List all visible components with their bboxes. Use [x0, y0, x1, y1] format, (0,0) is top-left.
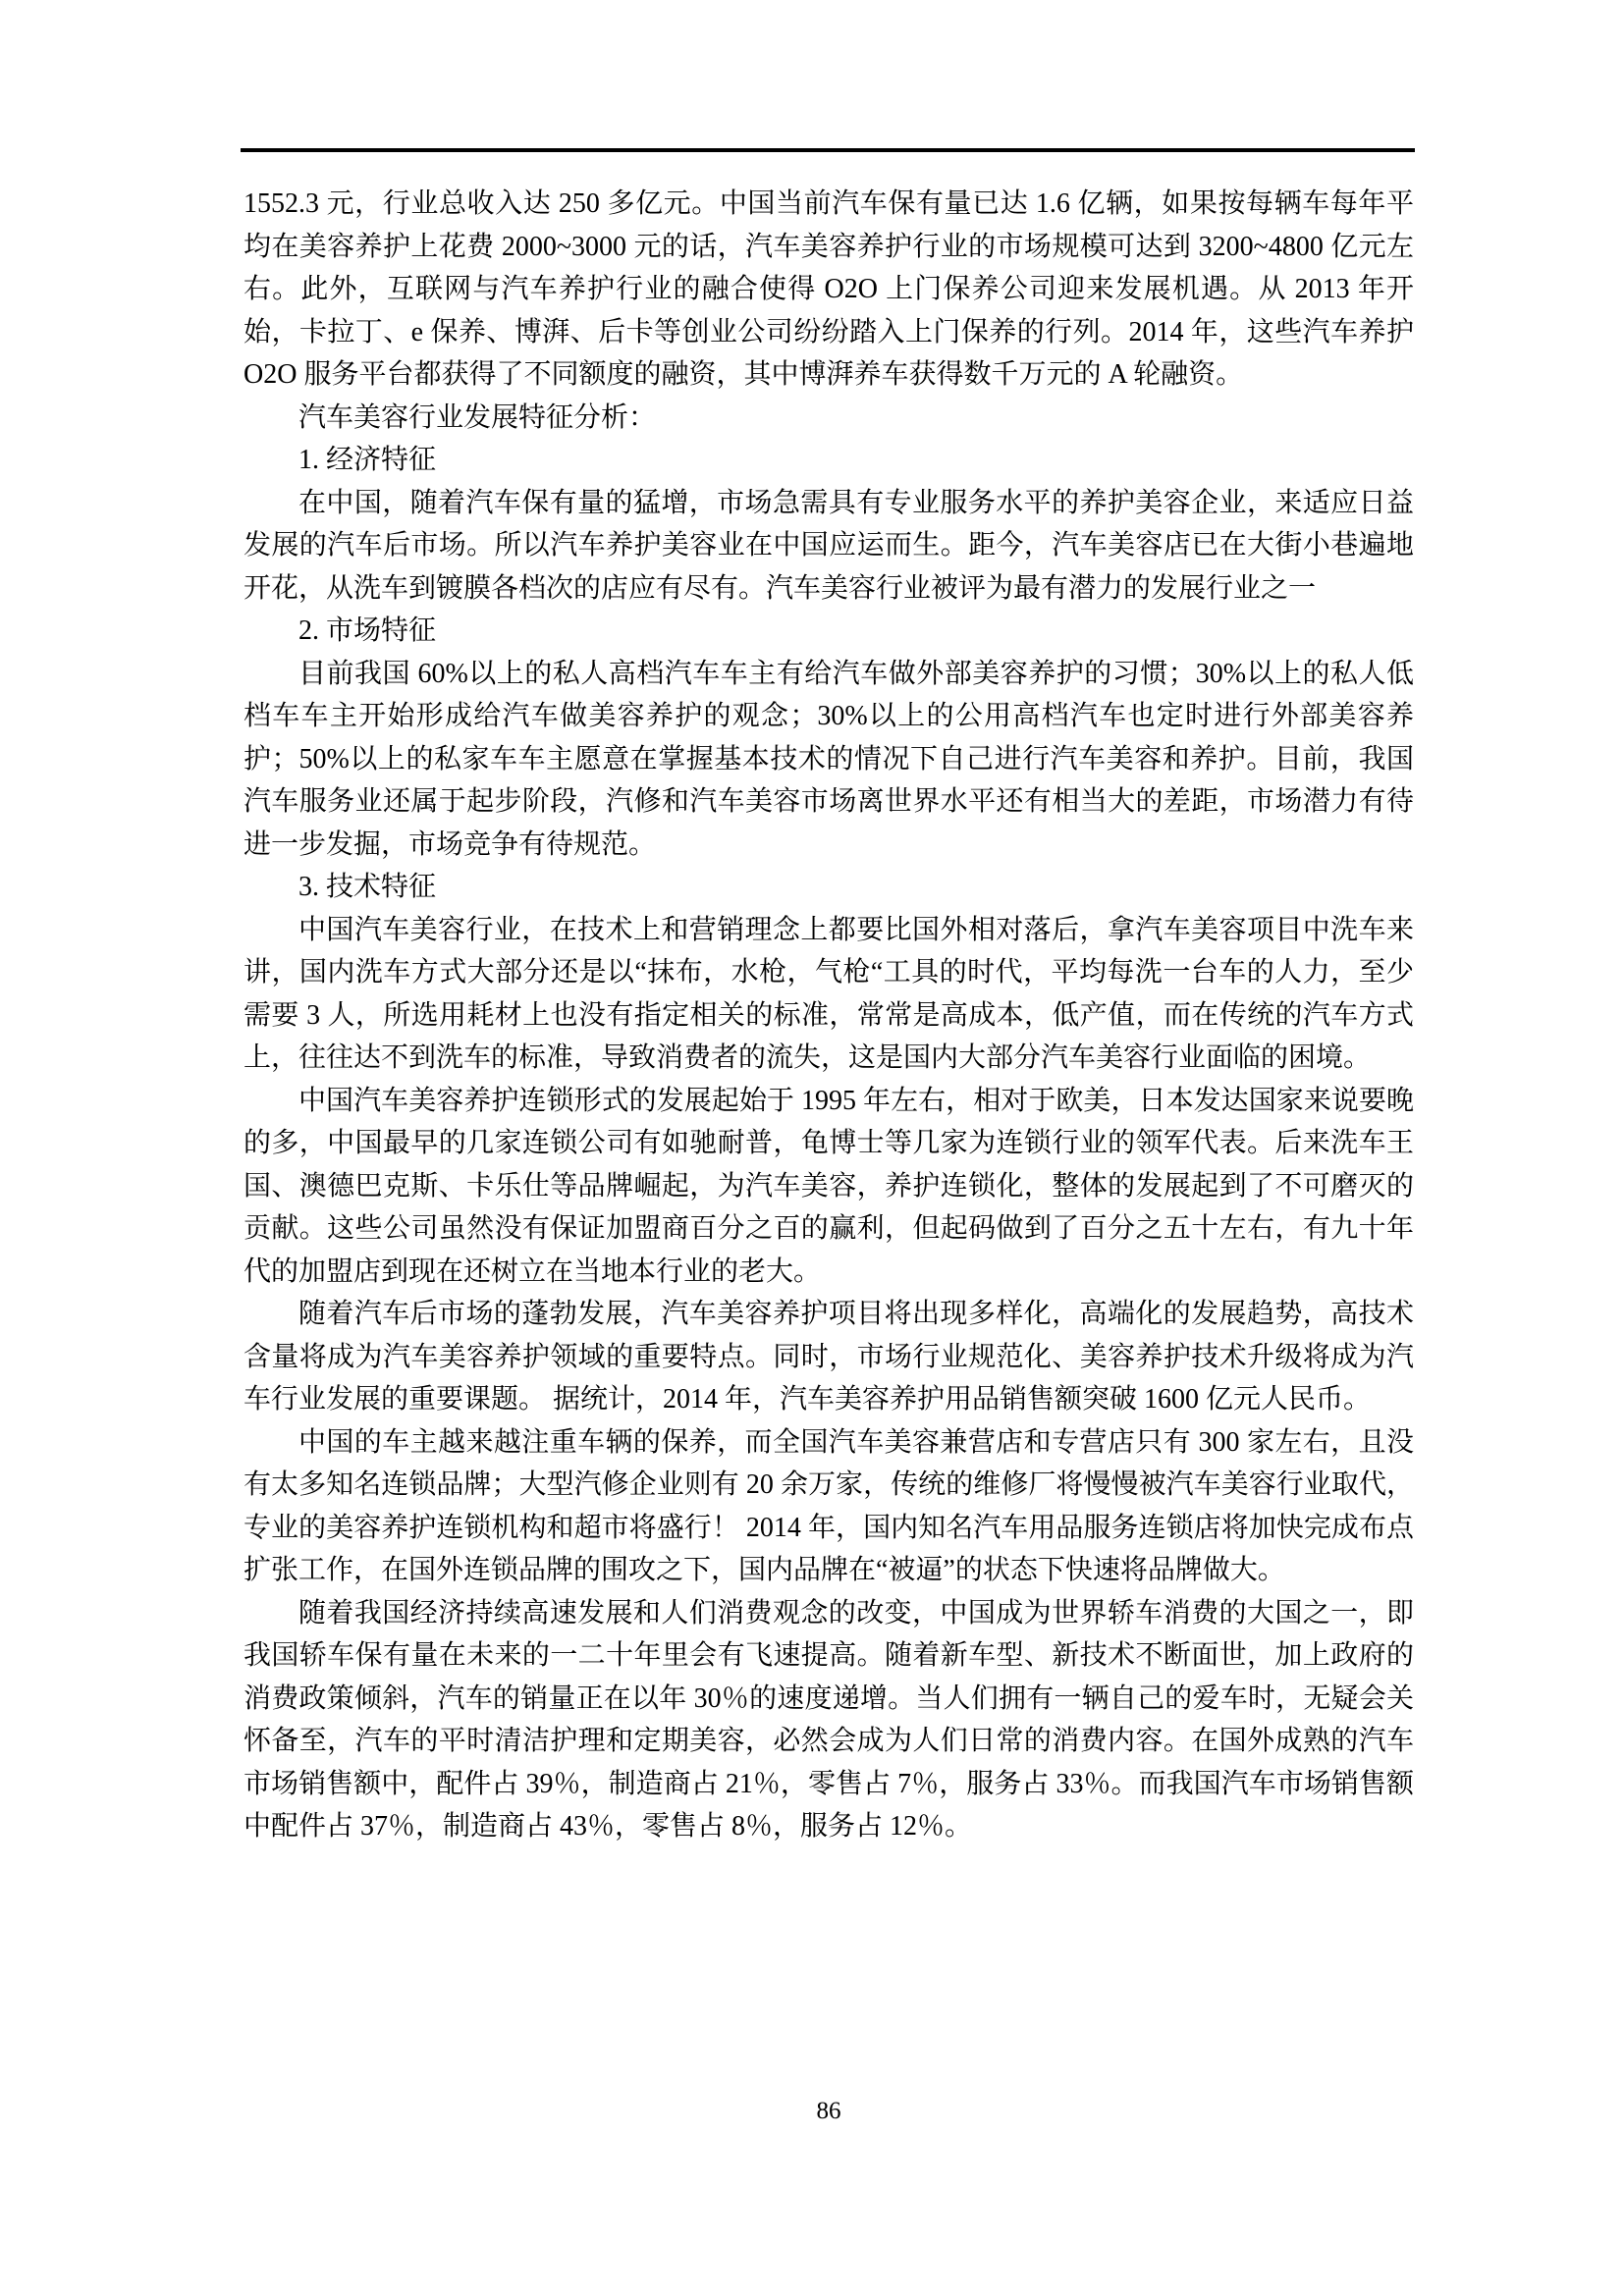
paragraph-owner-care: 中国的车主越来越注重车辆的保养，而全国汽车美容兼营店和专营店只有 300 家左右，且没有太多知名连锁品牌；大型汽修企业则有 20 余万家，传统的维修厂将慢慢被汽车美容行业取代，专业的美容养护连锁机构和超市将盛行！ 2014 年，国内知名汽车用品服务连锁店将加快完成布点扩张工作，在国外连锁品牌的围攻之下，国内品牌在“被逼”的状态下快速将品牌做大。: [244, 1426, 1414, 1585]
paragraph-economy-growth: 随着我国经济持续高速发展和人们消费观念的改变，中国成为世界轿车消费的大国之一，即我国轿车保有量在未来的一二十年里会有飞速提高。随着新车型、新技术不断面世，加上政府的消费政策倾斜，汽车的销量正在以年 30％的速度递增。当人们拥有一辆自己的爱车时，无疑会关怀备至，汽车的平时清洁护理和定期美容，必然会成为人们日常的消费内容。在国外成熟的汽车市场销售额中，配件占 39％，制造商占 21％，零售占 7％，服务占 33％。而我国汽车市场销售额中配件占 37％，制造商占 43％，零售占 8％，服务占 12％。: [244, 1597, 1414, 1842]
heading-economic-feature: 1. 经济特征: [298, 445, 437, 475]
paragraph-market-feature: 目前我国 60%以上的私人高档汽车车主有给汽车做外部美容养护的习惯；30%以上的私人低档车车主开始形成给汽车做美容养护的观念；30%以上的公用高档汽车也定时进行外部美容养护；50%以上的私家车车主愿意在掌握基本技术的情况下自己进行汽车美容和养护。目前，我国汽车服务业还属于起步阶段，汽修和汽车美容市场离世界水平还有相当大的差距，市场潜力有待进一步发掘，市场竞争有待规范。: [244, 658, 1414, 860]
paragraph-aftermarket-trend: 随着汽车后市场的蓬勃发展，汽车美容养护项目将出现多样化，高端化的发展趋势，高技术含量将成为汽车美容养护领域的重要特点。同时，市场行业规范化、美容养护技术升级将成为汽车行业发展的重要课题。 据统计，2014 年，汽车美容养护用品销售额突破 1600 亿元人民币。: [244, 1299, 1414, 1415]
paragraph-economic-feature: 在中国，随着汽车保有量的猛增，市场急需具有专业服务水平的养护美容企业，来适应日益发展的汽车后市场。所以汽车养护美容业在中国应运而生。距今，汽车美容店已在大街小巷遍地开花，从洗车到镀膜各档次的店应有尽有。汽车美容行业被评为最有潜力的发展行业之一: [244, 487, 1414, 604]
paragraph-analysis-intro: 汽车美容行业发展特征分析：: [298, 401, 657, 433]
body-text: [244, 183, 1414, 1848]
heading-technical-feature: 3. 技术特征: [298, 872, 437, 902]
page-number: 86: [816, 2098, 841, 2124]
paragraph-chain-history: 中国汽车美容养护连锁形式的发展起始于 1995 年左右，相对于欧美，日本发达国家来说要晚的多，中国最早的几家连锁公司有如驰耐普，龟博士等几家为连锁行业的领军代表。后来洗车王国、澳德巴克斯、卡乐仕等品牌崛起，为汽车美容，养护连锁化，整体的发展起到了不可磨灭的贡献。这些公司虽然没有保证加盟商百分之百的赢利，但起码做到了百分之五十左右，有九十年代的加盟店到现在还树立在当地本行业的老大。: [244, 1085, 1414, 1287]
heading-market-feature: 2. 市场特征: [298, 615, 437, 646]
header-rule: [241, 148, 1415, 152]
paragraph-continuation: 1552.3 元，行业总收入达 250 多亿元。中国当前汽车保有量已达 1.6 亿辆，如果按每辆车每年平均在美容养护上花费 2000~3000 元的话，汽车美容养护行业的市场规模可达到 3200~4800 亿元左右。此外，互联网与汽车养护行业的融合使得 O2O 上门保养公司迎来发展机遇。从 2013 年开始，卡拉丁、e 保养、博湃、后卡等创业公司纷纷踏入上门保养的行列。2014 年，这些汽车养护 O2O 服务平台都获得了不同额度的融资，其中博湃养车获得数千万元的 A 轮融资。: [244, 188, 1414, 390]
paragraph-technical-feature: 中国汽车美容行业，在技术上和营销理念上都要比国外相对落后，拿汽车美容项目中洗车来讲，国内洗车方式大部分还是以“抹布，水枪，气枪“工具的时代，平均每洗一台车的人力，至少需要 3 人，所选用耗材上也没有指定相关的标准，常常是高成本，低产值，而在传统的汽车方式上，往往达不到洗车的标准，导致消费者的流失，这是国内大部分汽车美容行业面临的困境。: [244, 914, 1414, 1073]
